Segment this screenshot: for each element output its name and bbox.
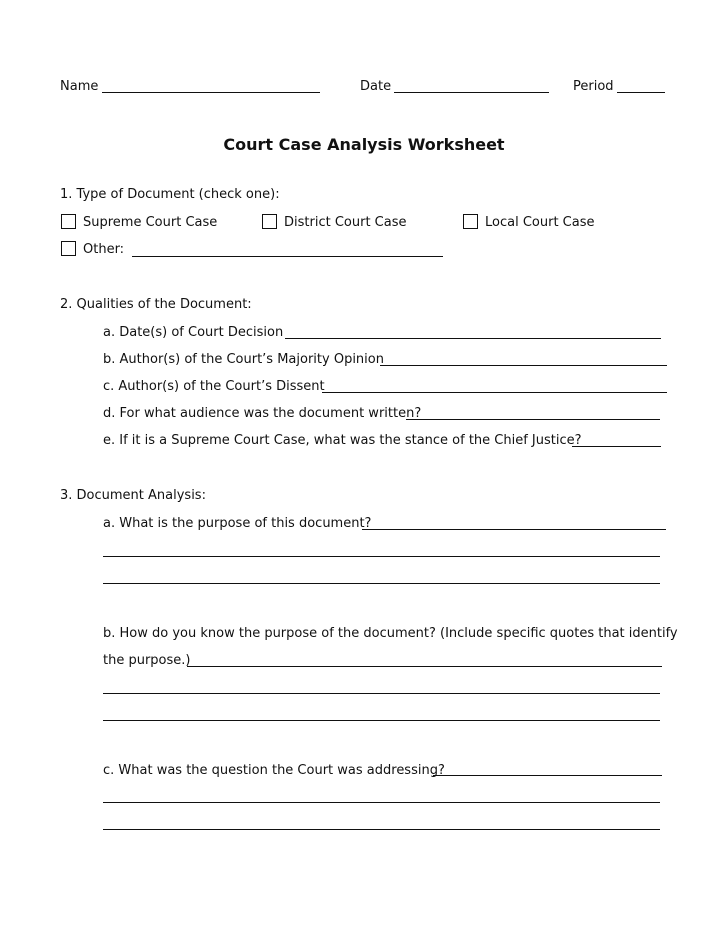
item-2b-field[interactable] bbox=[380, 365, 667, 366]
checkbox-local-court-case[interactable] bbox=[463, 214, 478, 229]
item-2d-label: d. For what audience was the document written? bbox=[103, 406, 422, 421]
item-3c-label: c. What was the question the Court was addressing? bbox=[103, 763, 445, 778]
checkbox-district-court-case[interactable] bbox=[262, 214, 277, 229]
item-2e-field[interactable] bbox=[572, 446, 661, 447]
section1-heading: 1. Type of Document (check one): bbox=[60, 187, 280, 202]
item-3c-answer-line[interactable] bbox=[103, 802, 660, 803]
item-3b-field[interactable] bbox=[187, 666, 662, 667]
section2-heading: 2. Qualities of the Document: bbox=[60, 297, 252, 312]
option-local-court-case: Local Court Case bbox=[485, 215, 595, 230]
item-2a-label: a. Date(s) of Court Decision bbox=[103, 325, 284, 340]
item-2a-field[interactable] bbox=[285, 338, 661, 339]
other-field[interactable] bbox=[132, 256, 443, 257]
item-2d-field[interactable] bbox=[406, 419, 660, 420]
item-2e-label: e. If it is a Supreme Court Case, what was the stance of the Chief Justice? bbox=[103, 433, 582, 448]
section3-heading: 3. Document Analysis: bbox=[60, 488, 206, 503]
item-2c-field[interactable] bbox=[322, 392, 667, 393]
date-label: Date bbox=[360, 79, 392, 94]
item-3a-answer-line[interactable] bbox=[103, 583, 660, 584]
name-field[interactable] bbox=[102, 92, 320, 93]
item-3b-label: b. How do you know the purpose of the document? (Include specific quotes that identify bbox=[103, 626, 678, 641]
item-2c-label: c. Author(s) of the Court’s Dissent bbox=[103, 379, 325, 394]
item-3b-answer-line[interactable] bbox=[103, 693, 660, 694]
option-district-court-case: District Court Case bbox=[284, 215, 407, 230]
period-label: Period bbox=[573, 79, 614, 94]
item-3b-label-continued: the purpose.) bbox=[103, 653, 191, 668]
option-other: Other: bbox=[83, 242, 125, 257]
page-title: Court Case Analysis Worksheet bbox=[223, 135, 505, 154]
item-3a-field[interactable] bbox=[362, 529, 666, 530]
checkbox-other[interactable] bbox=[61, 241, 76, 256]
item-3a-label: a. What is the purpose of this document? bbox=[103, 516, 372, 531]
item-3a-answer-line[interactable] bbox=[103, 556, 660, 557]
period-field[interactable] bbox=[617, 92, 665, 93]
date-field[interactable] bbox=[394, 92, 549, 93]
item-3b-answer-line[interactable] bbox=[103, 720, 660, 721]
name-label: Name bbox=[60, 79, 99, 94]
option-supreme-court-case: Supreme Court Case bbox=[83, 215, 218, 230]
item-2b-label: b. Author(s) of the Court’s Majority Opinion bbox=[103, 352, 384, 367]
item-3c-field[interactable] bbox=[433, 775, 662, 776]
checkbox-supreme-court-case[interactable] bbox=[61, 214, 76, 229]
item-3c-answer-line[interactable] bbox=[103, 829, 660, 830]
